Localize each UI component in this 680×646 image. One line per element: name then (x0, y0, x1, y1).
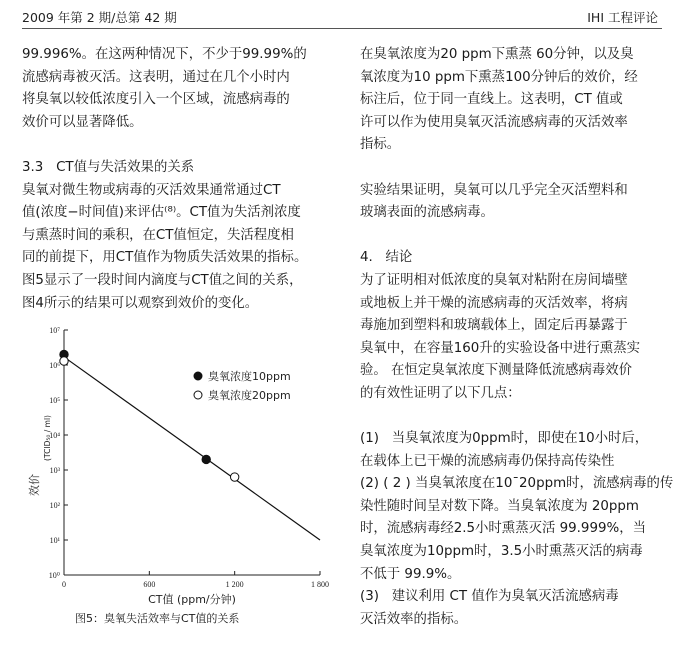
left-column-line: 臭氧对微生物或病毒的灭活效果通常通过CT (22, 182, 281, 198)
left-column-line (22, 134, 307, 157)
right-column-line: 氧浓度为10 ppm下熏蒸100分钟后的效价，经 (360, 69, 638, 85)
right-column-line: 为了证明相对低浓度的臭氧对粘附在房间墙壁 (360, 272, 628, 288)
left-column-line: 同的前提下，用CT值作为物质失活效果的指标。 (22, 250, 308, 266)
right-column-line: 不低于 99.9%。 (360, 566, 461, 582)
left-column-line: 将臭氧以较低浓度引入一个区域，流感病毒的 (22, 92, 290, 108)
legend-label: 臭氧浓度10ppm (208, 370, 291, 383)
y-tick-label: 10⁵ (49, 396, 60, 405)
right-column-line: 臭氧中，在容量160升的实验设备中进行熏蒸实 (360, 340, 640, 356)
y-tick-label: 10² (49, 501, 60, 510)
right-column-line: 在载体上已干燥的流感病毒仍保持高传染性 (360, 453, 615, 469)
legend-marker (194, 391, 202, 399)
right-column-line: 标注后，位于同一直线上。这表明，CT 值或 (360, 92, 623, 108)
x-tick-label: 1 200 (225, 580, 244, 589)
right-column-line: 玻璃表面的流感病毒。 (360, 205, 494, 221)
right-column-line: 的有效性证明了以下几点： (360, 385, 521, 401)
figure-5-chart (22, 320, 342, 612)
left-column-line: 效价可以显著降低。 (22, 114, 143, 130)
right-column-line: 在臭氧浓度为20 ppm下熏蒸 60分钟，以及臭 (360, 47, 634, 62)
right-column-line (360, 157, 673, 180)
header-rule (22, 28, 662, 29)
x-tick-label: 1 800 (311, 580, 329, 589)
left-column-line: 图4所示的结果可以观察到效价的变化。 (22, 295, 259, 311)
right-column-line: (3) 建议利用 CT 值作为臭氧灭活流感病毒 (360, 589, 619, 605)
y-tick-label: 10⁴ (49, 431, 60, 440)
running-header-issue: 2009 年第 2 期/总第 42 期 (22, 10, 177, 25)
right-column-line: 验。 在恒定臭氧浓度下测量降低流感病毒效价 (360, 363, 633, 379)
right-column-line (360, 406, 673, 429)
y-tick-label: 10⁷ (49, 326, 60, 335)
right-column-line: 许可以作为使用臭氧灭活流感病毒的灭活效率 (360, 114, 628, 130)
right-column (360, 44, 673, 631)
left-column-line: 99.996%。在这两种情况下，不少于99.99%的 (22, 47, 307, 62)
y-tick-label: 10⁰ (48, 571, 60, 580)
running-header-journal: IHI 工程评论 (587, 10, 658, 25)
right-column-line: 4. 结论 (360, 250, 413, 266)
legend-label: 臭氧浓度20ppm (208, 389, 291, 402)
right-column-line: 灭活效率的指标。 (360, 611, 468, 627)
figure-caption: 图5：臭氧失活效率与CT值的关系 (75, 612, 240, 625)
right-column-line: 毒施加到塑料和玻璃载体上，固定后再暴露于 (360, 318, 628, 334)
y-tick-label: 10³ (49, 466, 60, 475)
left-column-line: 流感病毒被灭活。这表明，通过在几个小时内 (22, 69, 290, 85)
x-axis-label: CT值 (ppm/分钟) (148, 593, 236, 606)
right-column-line: 染性随时间呈对数下降。当臭氧浓度为 20ppm (360, 498, 639, 514)
data-point (202, 455, 210, 463)
left-column-line: 与熏蒸时间的乘积，在CT值恒定，失活程度相 (22, 227, 294, 243)
right-column-line: 臭氧浓度为10ppm时，3.5小时熏蒸灭活的病毒 (360, 544, 643, 560)
left-column (22, 44, 307, 315)
y-axis-unit: (TCID₅₀ / ml) (43, 415, 52, 461)
right-column-line: (2) ( 2 ) 当臭氧浓度在10¯20ppm时，流感病毒的传 (360, 476, 674, 492)
y-tick-label: 10¹ (49, 536, 60, 545)
data-point (60, 357, 68, 365)
data-point (230, 473, 238, 481)
x-tick-label: 600 (143, 580, 156, 589)
legend-marker (194, 372, 202, 380)
left-column-line: 3.3 CT值与失活效果的关系 (22, 159, 195, 175)
right-column-line: (1) 当臭氧浓度为0ppm时，即使在10小时后， (360, 431, 649, 447)
right-column-line: 实验结果证明，臭氧可以几乎完全灭活塑料和 (360, 182, 628, 198)
left-column-line: 值(浓度−时间值)来评估⁽⁸⁾。CT值为失活剂浓度 (22, 205, 301, 221)
right-column-line (360, 225, 673, 248)
y-tick-label: 10⁶ (49, 361, 60, 370)
x-tick-label: 0 (62, 580, 66, 589)
right-column-line: 指标。 (360, 137, 401, 153)
right-column-line: 或地板上并干燥的流感病毒的灭活效率，将病 (360, 295, 628, 311)
fit-line (64, 357, 320, 540)
right-column-line: 时，流感病毒经2.5小时熏蒸灭活 99.999%，当 (360, 521, 646, 537)
y-axis-label: 效价 (28, 474, 41, 496)
left-column-line: 图5显示了一段时间内滴度与CT值之间的关系， (22, 272, 303, 288)
